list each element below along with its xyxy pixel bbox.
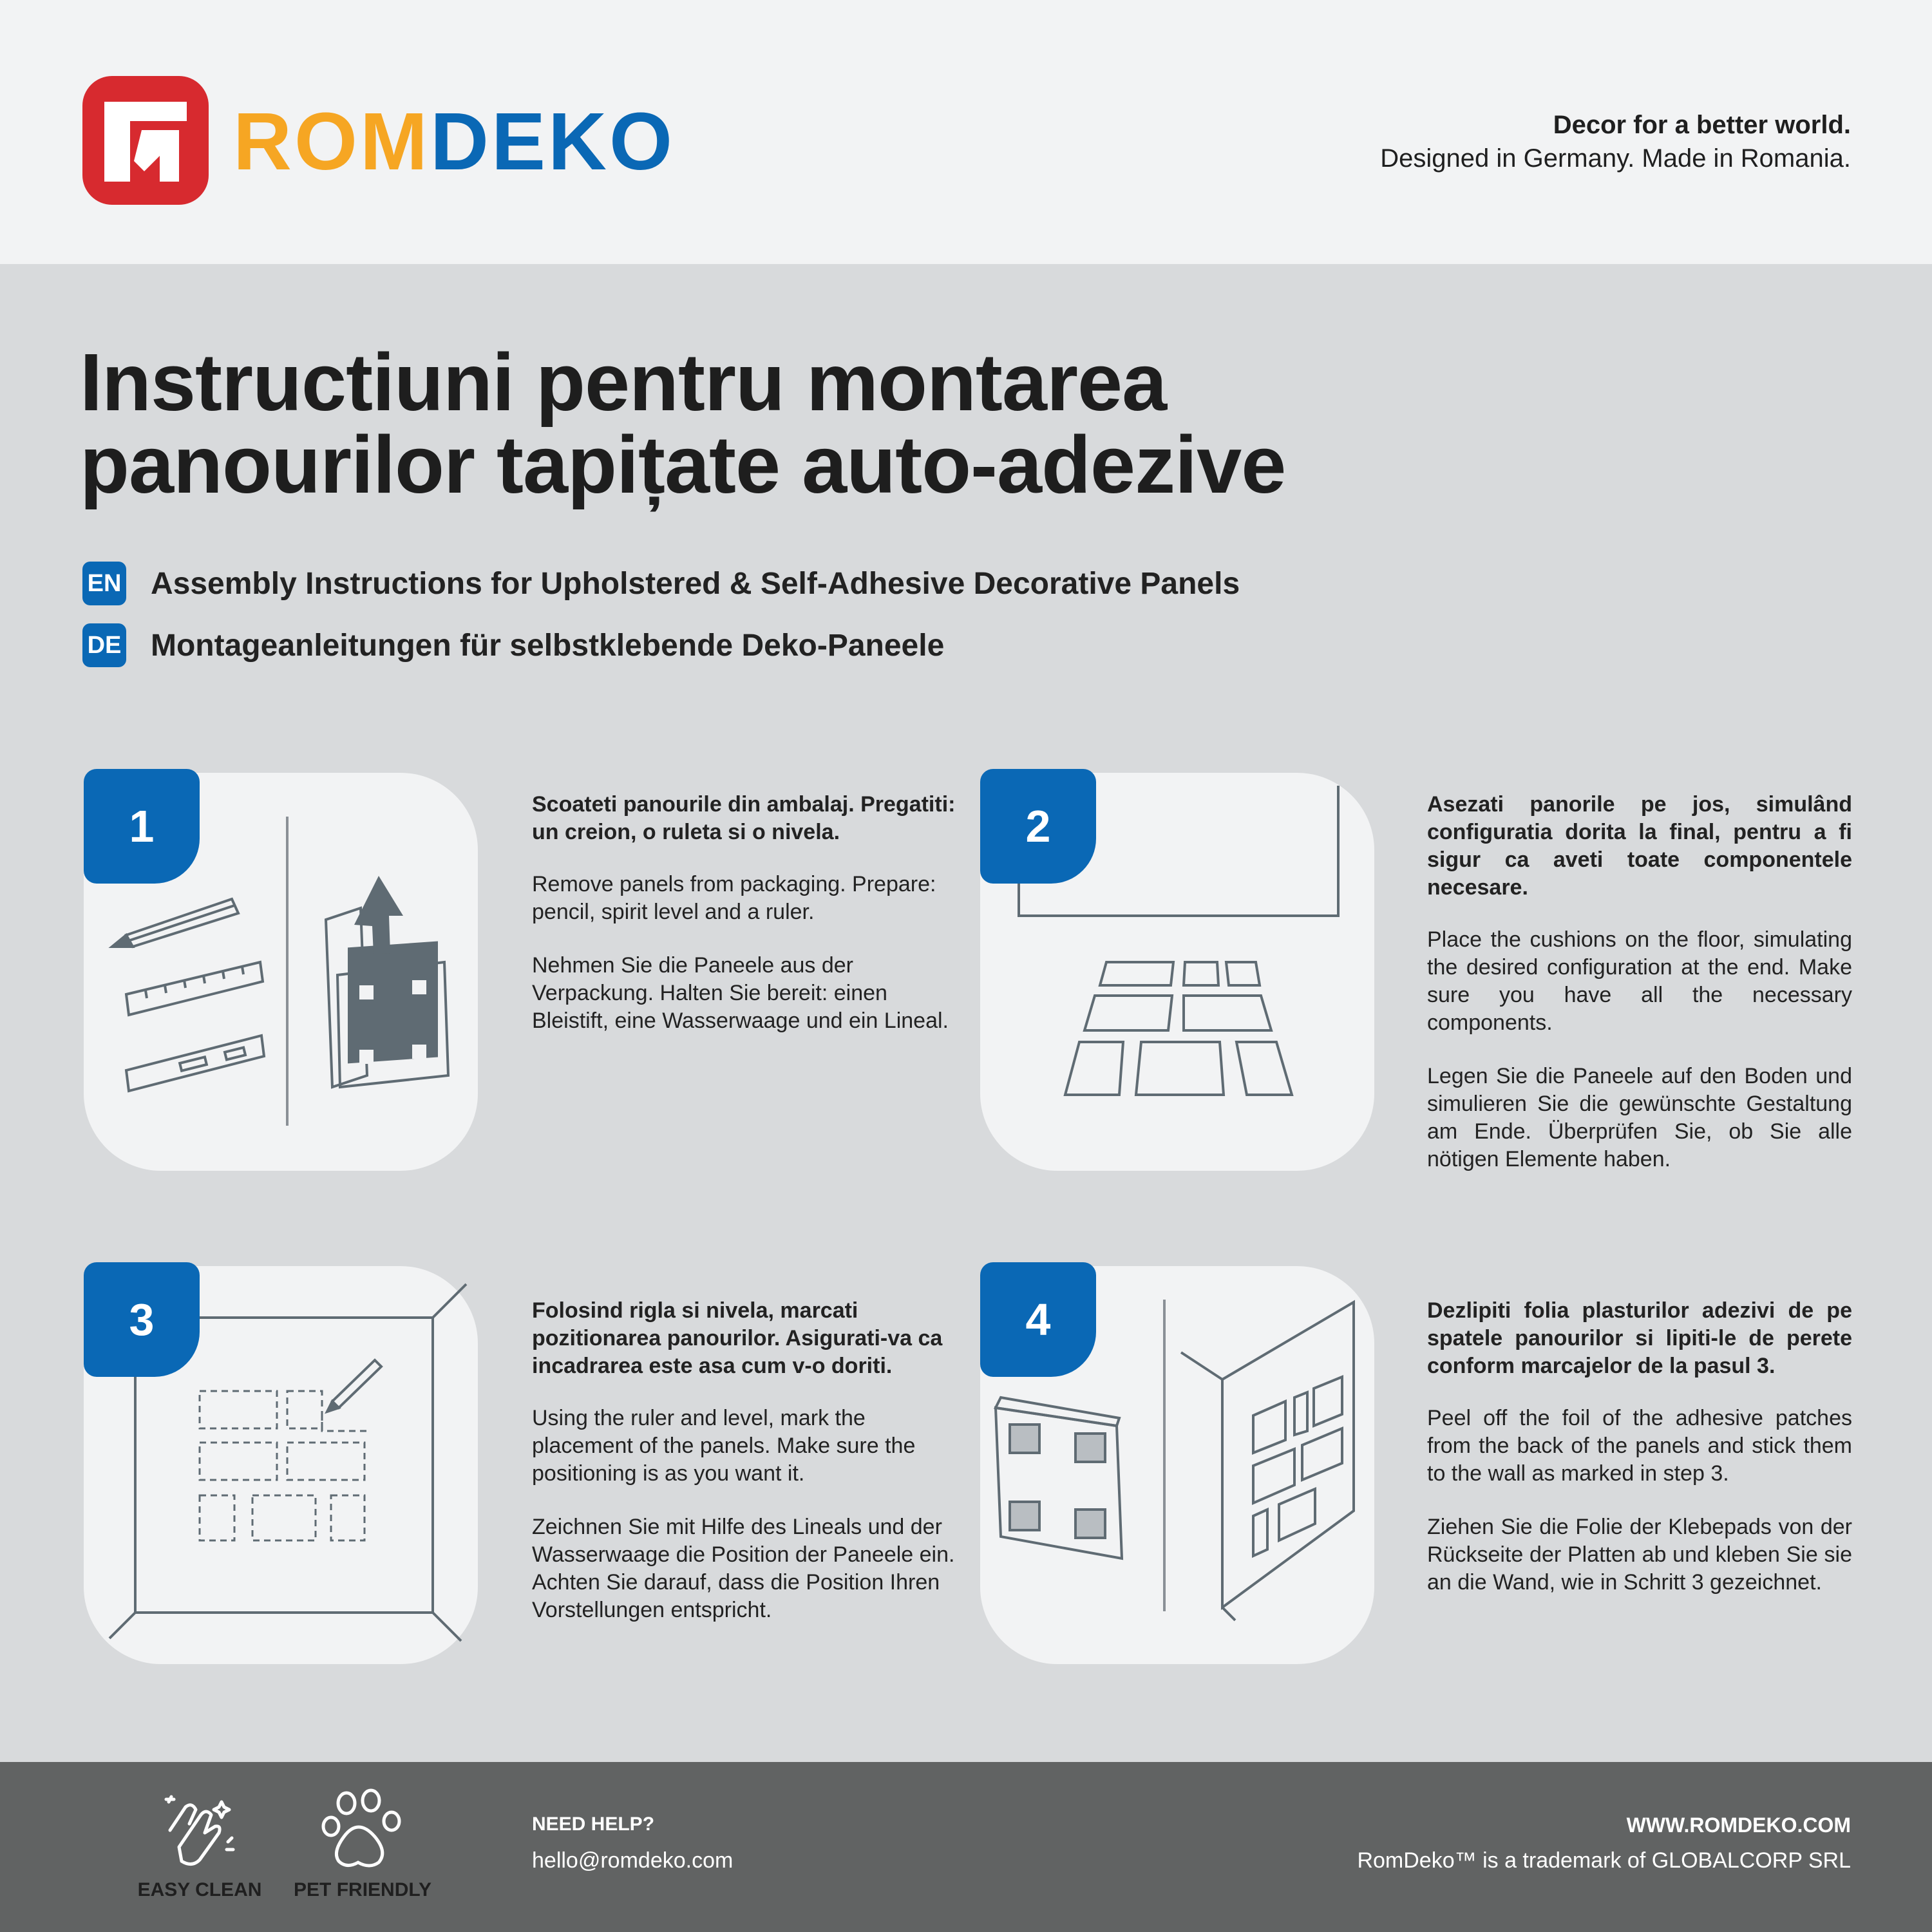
- step-4-illustration: [980, 1266, 1374, 1664]
- step-3-de: Zeichnen Sie mit Hilfe des Lineals und der Wasserwaage die Position der Paneele ein. Achten Sie darauf, dass die Position Ihren Vorstellungen entspricht.: [532, 1515, 955, 1622]
- help-email-link[interactable]: hello@romdeko.com: [532, 1848, 734, 1873]
- step-2-illustration: [980, 773, 1374, 1171]
- lang-title-de: Montageanleitungen für selbstklebende Deko-Paneele: [151, 628, 945, 663]
- tagline-bold: Decor for a better world.: [1553, 111, 1851, 139]
- footer: [0, 1762, 1932, 1932]
- step-3-badge: 3: [84, 1262, 200, 1377]
- step-3-en: Using the ruler and level, mark the placement of the panels. Make sure the positioning is as you want it.: [532, 1406, 916, 1486]
- header: [0, 0, 1932, 264]
- paw-icon: [321, 1788, 404, 1871]
- step-1-badge: 1: [84, 769, 200, 884]
- floor-panels-layout: [1065, 962, 1292, 1095]
- step-4-text: [1427, 1297, 1852, 1622]
- lang-badge-de: DE: [82, 623, 126, 667]
- step-3-ro: Folosind rigla si nivela, marcati pozitionarea panourilor. Asigurati-va ca incadrarea este asa cum v-o doriti.: [532, 1298, 943, 1378]
- step-3-text: [532, 1297, 957, 1650]
- brand-deko: DEKO: [430, 96, 676, 187]
- step-1-de: Nehmen Sie die Paneele aus der Verpackung. Halten Sie bereit: einen Bleistift, eine Wasserwaage und ein Lineal.: [532, 953, 949, 1033]
- package-icon: [326, 876, 448, 1087]
- step-2-ro: Asezati panorile pe jos, simulând configuratia dorita la final, pentru a fi sigur ca aveti toate componentele necesare.: [1427, 792, 1852, 900]
- step-4-badge: 4: [980, 1262, 1096, 1377]
- ruler-icon: [126, 962, 263, 1015]
- step-2-en: Place the cushions on the floor, simulating the desired configuration at the end. Make sure you have all the necessary components.: [1427, 927, 1852, 1035]
- brand-wordmark: [233, 97, 675, 187]
- lang-title-en: Assembly Instructions for Upholstered & Self-Adhesive Decorative Panels: [151, 566, 1240, 601]
- lang-badge-en: EN: [82, 562, 126, 605]
- step-1-en: Remove panels from packaging. Prepare: pencil, spirit level and a ruler.: [532, 872, 936, 924]
- step-4-en: Peel off the foil of the adhesive patches from the back of the panels and stick them to the wall as marked in step 3.: [1427, 1406, 1852, 1486]
- step-2-badge: 2: [980, 769, 1096, 884]
- step-1-ro: Scoateti panourile din ambalaj. Pregatiti: un creion, o ruleta si o nivela.: [532, 792, 956, 844]
- romdeko-logo-mark: [82, 76, 209, 205]
- panel-with-adhesive-patches: [996, 1397, 1122, 1558]
- help-label: NEED HELP?: [532, 1814, 655, 1835]
- easy-clean-hands-icon: [160, 1788, 243, 1871]
- brand-rom: ROM: [233, 96, 430, 187]
- pencil-icon: [327, 1360, 381, 1412]
- logo-glyph-icon: [104, 102, 187, 182]
- language-row-de: [82, 623, 944, 667]
- wall-with-panels: [1181, 1302, 1354, 1620]
- dashed-placement-marks: [200, 1391, 367, 1540]
- title-line-1: Instructiuni pentru montarea: [80, 337, 1167, 428]
- title-line-2: panourilor tapițate auto-adezive: [80, 419, 1286, 510]
- step-4-ro: Dezlipiti folia plasturilor adezivi de pe spatele panourilor si lipiti-le de perete conform marcajelor de la pasul 3.: [1427, 1298, 1852, 1378]
- step-3-illustration: [84, 1266, 478, 1664]
- page-title: [80, 337, 1286, 510]
- feature-easy-clean: EASY CLEAN: [137, 1879, 262, 1900]
- website-link[interactable]: WWW.ROMDEKO.COM: [1626, 1814, 1851, 1837]
- step-4-de: Ziehen Sie die Folie der Klebepads von der Rückseite der Platten ab und kleben Sie sie an die Wand, wie in Schritt 3 gezeichnet.: [1427, 1515, 1852, 1595]
- pencil-icon: [112, 899, 238, 947]
- step-2-de: Legen Sie die Paneele auf den Boden und simulieren Sie die gewünschte Gestaltung am Ende. Überprüfen Sie, ob Sie alle nötigen Elemente haben.: [1427, 1064, 1852, 1171]
- trademark-notice: RomDeko™ is a trademark of GLOBALCORP SRL: [1357, 1848, 1851, 1873]
- step-1-illustration: [84, 773, 478, 1171]
- spirit-level-icon: [126, 1036, 264, 1091]
- feature-pet-friendly: PET FRIENDLY: [294, 1879, 431, 1900]
- tagline: [1380, 108, 1851, 175]
- step-2-text: [1427, 791, 1852, 1199]
- step-1-text: [532, 791, 957, 1061]
- tagline-sub: Designed in Germany. Made in Romania.: [1380, 144, 1851, 173]
- language-row-en: [82, 562, 1240, 605]
